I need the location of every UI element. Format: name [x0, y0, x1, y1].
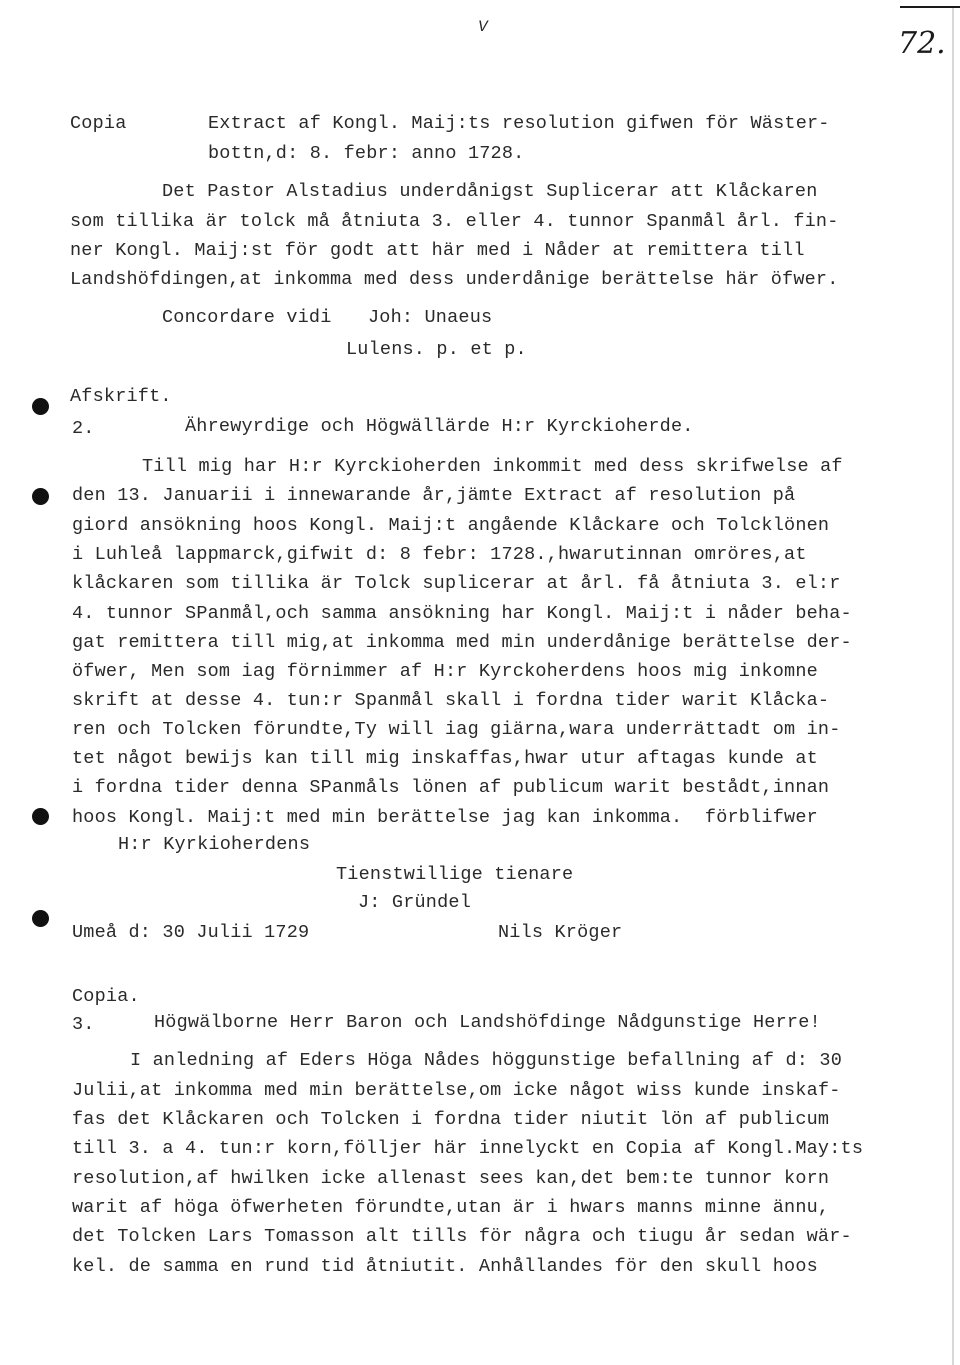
text-line: Landshöfdingen,at inkomma med dess underdånige berättelse här öfwer. [70, 269, 839, 290]
binder-hole [32, 808, 49, 825]
text-line: det Tolcken Lars Tomasson alt tills för några och tiugu år sedan wär- [72, 1226, 852, 1247]
extract-heading: Extract af Kongl. Maij:ts resolution gifwen för Wäster- [208, 113, 830, 134]
text-line: skrift at desse 4. tun:r Spanmål skall i fordna tider warit Klåcka- [72, 690, 830, 711]
section-number: 2. [72, 418, 95, 439]
section-label: Copia. [72, 986, 140, 1007]
text-line: som tillika är tolck må åtniuta 3. eller 4. tunnor Spanmål årl. fin- [70, 211, 839, 232]
servant-line: Tienstwillige tienare [336, 864, 574, 885]
text-line: Det Pastor Alstadius underdånigst Suplicerar att Klåckaren [162, 181, 818, 202]
text-line: I anledning af Eders Höga Nådes höggunstige befallning af d: 30 [130, 1050, 843, 1071]
text-line: till 3. a 4. tun:r korn,fölljer här innelyckt en Copia af Kongl.May:ts [72, 1138, 864, 1159]
copier-name: Nils Kröger [498, 922, 623, 943]
binder-hole [32, 398, 49, 415]
text-line: öfwer, Men som iag förnimmer af H:r Kyrckoherdens hoos mig inkomne [72, 661, 818, 682]
signer-name: Joh: Unaeus [368, 307, 493, 328]
concordare-text: Concordare vidi [162, 307, 332, 328]
text-line: 4. tunnor SPanmål,och samma ansökning har Kongl. Maij:t i nåder beha- [72, 603, 852, 624]
text-line: klåckaren som tillika är Tolck suplicerar at årl. få åtniuta 3. el:r [72, 573, 841, 594]
extract-heading-cont: bottn,d: 8. febr: anno 1728. [208, 143, 525, 164]
binder-hole [32, 488, 49, 505]
text-line: ner Kongl. Maij:st för godt att här med i Nåder at remittera till [70, 240, 805, 261]
binder-hole [32, 910, 49, 927]
text-line: ren och Tolcken förundte,Ty will iag giärna,wara underrättadt om in- [72, 719, 841, 740]
text-line: gat remittera till mig,at inkomma med min underdånige berättelse der- [72, 632, 852, 653]
text-line: Till mig har H:r Kyrckioherden inkommit med dess skrifwelse af [142, 456, 843, 477]
section-label: Copia [70, 113, 127, 134]
page-edge-line [900, 6, 960, 8]
section-label: Afskrift. [70, 386, 172, 407]
salutation: Ährewyrdige och Högwällärde H:r Kyrckioherde. [185, 416, 694, 437]
closing-line: H:r Kyrkioherdens [118, 834, 311, 855]
text-line: Julii,at inkomma med min berättelse,om icke något wiss kunde inskaf- [72, 1080, 841, 1101]
text-line: i fordna tider denna SPanmåls lönen af publicum warit bestådt,innan [72, 777, 830, 798]
signer-place: Lulens. p. et p. [346, 339, 527, 360]
text-line: fas det Klåckaren och Tolcken i fordna tider niutit lön af publicum [72, 1109, 830, 1130]
text-line: den 13. Januarii i innewarande år,jämte Extract af resolution på [72, 485, 796, 506]
date-line: Umeå d: 30 Julii 1729 [72, 922, 310, 943]
text-line: warit af höga öfwerheten förundte,utan är i hwars manns minne ännu, [72, 1197, 830, 1218]
text-line: hoos Kongl. Maij:t med min berättelse jag kan inkomma. förblifwer [72, 807, 818, 828]
text-line: tet något bewijs kan till mig inskaffas,hwar utur aftagas kunde at [72, 748, 818, 769]
text-line: i Luhleå lappmarck,gifwit d: 8 febr: 1728.,hwarutinnan omröres,at [72, 544, 807, 565]
salutation: Högwälborne Herr Baron och Landshöfdinge Nådgunstige Herre! [154, 1012, 821, 1033]
signer-name: J: Gründel [358, 892, 472, 913]
section-number: 3. [72, 1014, 95, 1035]
text-line: resolution,af hwilken icke allenast sees kan,det bem:te tunnor korn [72, 1168, 830, 1189]
text-line: giord ansökning hoos Kongl. Maij:t angående Klåckare och Tolcklönen [72, 515, 830, 536]
page-number: 72. [898, 26, 946, 61]
text-line: kel. de samma en rund tid åtniutit. Anhållandes för den skull hoos [72, 1256, 818, 1277]
top-mark: V [478, 18, 488, 36]
page-edge-shadow [952, 8, 954, 1365]
